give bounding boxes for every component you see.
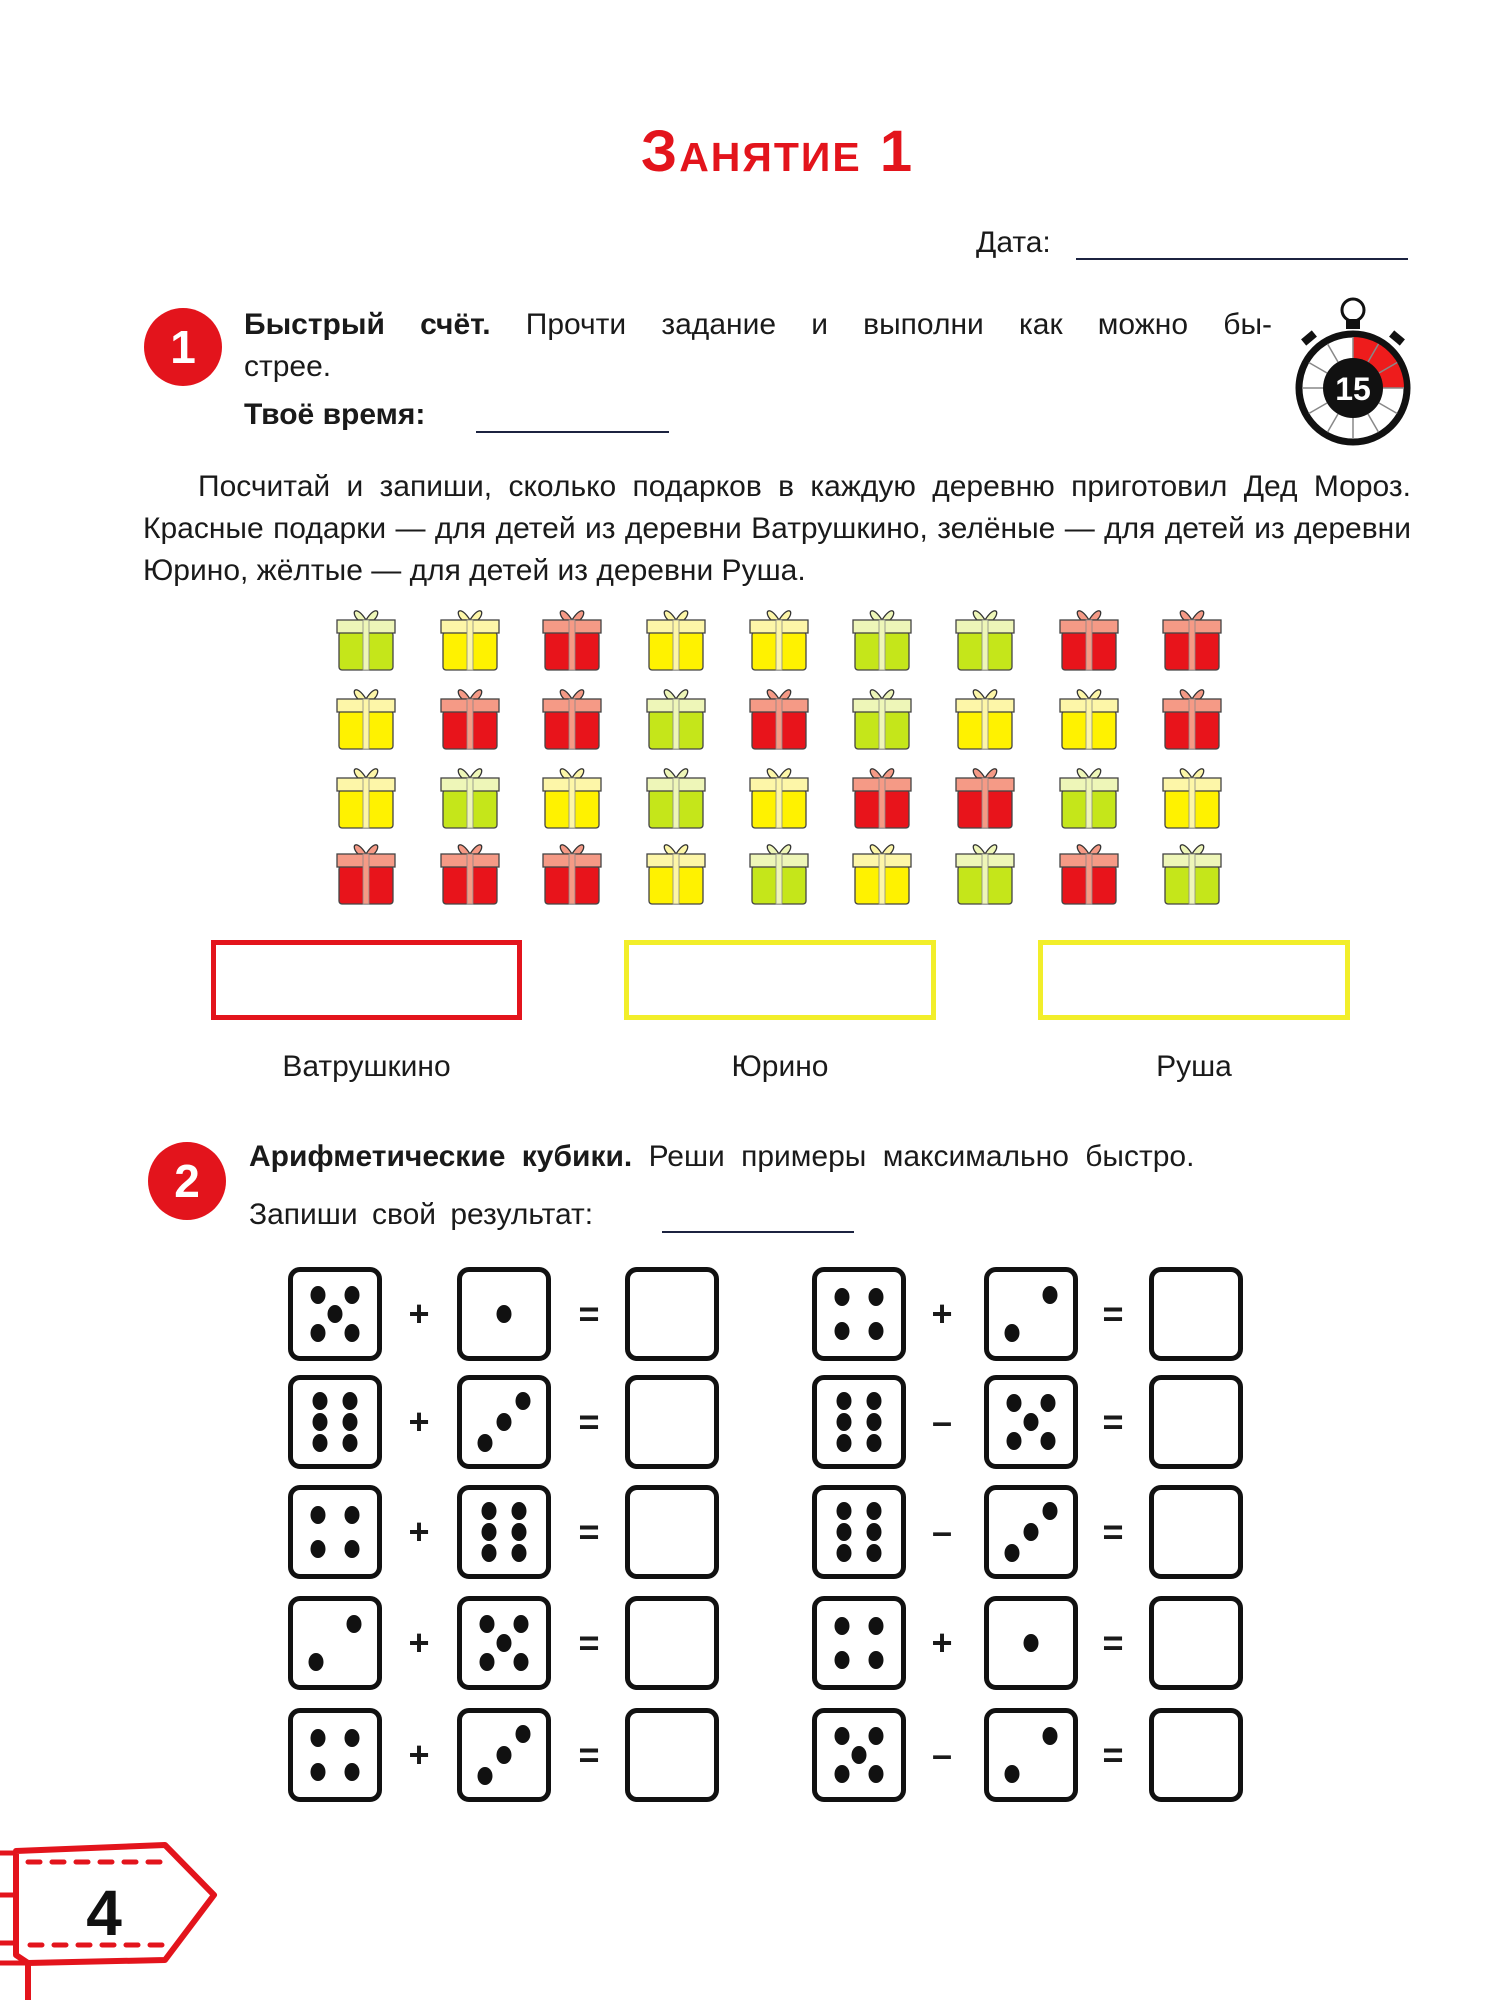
equals-sign: = bbox=[1102, 1293, 1124, 1334]
die-pip bbox=[867, 1413, 882, 1431]
die-pip bbox=[497, 1634, 512, 1652]
gift-green bbox=[850, 602, 914, 674]
die-pip bbox=[516, 1392, 531, 1410]
gift-green bbox=[953, 836, 1017, 908]
result-label: Запиши свой результат: bbox=[249, 1198, 594, 1231]
timer-value: 15 bbox=[1335, 371, 1371, 407]
die-5 bbox=[288, 1267, 382, 1361]
task1-heading: Быстрый счёт. bbox=[244, 308, 491, 341]
village-label: Руша bbox=[1156, 1050, 1232, 1083]
plus-sign: + bbox=[931, 1293, 953, 1334]
answer-box[interactable] bbox=[625, 1596, 719, 1690]
gift-green bbox=[747, 836, 811, 908]
page-number: 4 bbox=[86, 1877, 122, 1949]
die-pip bbox=[835, 1617, 850, 1635]
task1-paragraph: Посчитай и запиши, сколько подарков в каждую деревню приготовил Дед Мороз. Красные подарки — для детей из деревни Ватрушкино, зелёные — для детей из деревни Юрино, жёлтые — для детей из деревни Руша. bbox=[143, 470, 1411, 587]
die-pip bbox=[835, 1727, 850, 1745]
date-label: Дата: bbox=[976, 226, 1051, 259]
plus-sign: + bbox=[931, 1622, 953, 1663]
answer-box[interactable] bbox=[625, 1375, 719, 1469]
gift-red bbox=[1160, 602, 1224, 674]
die-pip bbox=[1024, 1523, 1039, 1541]
die-pip bbox=[512, 1523, 527, 1541]
die-2 bbox=[288, 1596, 382, 1690]
die-pip bbox=[344, 1506, 359, 1524]
die-6 bbox=[812, 1375, 906, 1469]
die-pip bbox=[344, 1286, 359, 1304]
task2-heading: Арифметические кубики. bbox=[249, 1140, 633, 1173]
gift-yellow bbox=[747, 760, 811, 832]
die-6 bbox=[812, 1485, 906, 1579]
die-pip bbox=[867, 1502, 882, 1520]
die-pip bbox=[1040, 1432, 1055, 1450]
die-pip bbox=[480, 1653, 495, 1671]
task1-text-continued: стрее. bbox=[244, 350, 332, 383]
die-pip bbox=[512, 1544, 527, 1562]
die-pip bbox=[867, 1544, 882, 1562]
gift-red bbox=[540, 681, 604, 753]
gift-red bbox=[1057, 602, 1121, 674]
gift-red bbox=[747, 681, 811, 753]
time-input-line[interactable] bbox=[476, 431, 669, 433]
gift-green bbox=[850, 681, 914, 753]
die-1 bbox=[984, 1596, 1078, 1690]
gift-yellow bbox=[644, 602, 708, 674]
die-pip bbox=[1043, 1286, 1058, 1304]
stopwatch-icon bbox=[1290, 296, 1420, 470]
die-2 bbox=[984, 1267, 1078, 1361]
die-pip bbox=[868, 1617, 883, 1635]
answer-box[interactable] bbox=[1149, 1267, 1243, 1361]
gift-yellow bbox=[1160, 760, 1224, 832]
die-pip bbox=[1007, 1432, 1022, 1450]
plus-sign: + bbox=[408, 1734, 430, 1775]
gift-red bbox=[953, 760, 1017, 832]
village-label: Юрино bbox=[731, 1050, 829, 1083]
die-pip bbox=[477, 1434, 492, 1452]
minus-sign: – bbox=[931, 1734, 953, 1775]
equals-sign: = bbox=[578, 1293, 600, 1334]
time-label: Твоё время: bbox=[244, 398, 426, 431]
gift-yellow bbox=[334, 760, 398, 832]
village-answer-box[interactable] bbox=[624, 940, 936, 1020]
equals-sign: = bbox=[1102, 1622, 1124, 1663]
die-pip bbox=[312, 1434, 327, 1452]
task2-instruction bbox=[249, 1140, 1321, 1174]
die-pip bbox=[868, 1322, 883, 1340]
gift-green bbox=[1057, 760, 1121, 832]
village-answer-box[interactable] bbox=[211, 940, 522, 1020]
gift-red bbox=[850, 760, 914, 832]
gift-red bbox=[334, 836, 398, 908]
gift-yellow bbox=[953, 681, 1017, 753]
die-pip bbox=[513, 1615, 528, 1633]
die-pip bbox=[512, 1502, 527, 1520]
gift-green bbox=[1160, 836, 1224, 908]
plus-sign: + bbox=[408, 1401, 430, 1442]
die-3 bbox=[457, 1375, 551, 1469]
gift-red bbox=[540, 836, 604, 908]
die-pip bbox=[343, 1434, 358, 1452]
die-6 bbox=[288, 1375, 382, 1469]
minus-sign: – bbox=[931, 1401, 953, 1442]
gift-red bbox=[1057, 836, 1121, 908]
answer-box[interactable] bbox=[1149, 1375, 1243, 1469]
die-pip bbox=[308, 1653, 323, 1671]
result-input-line[interactable] bbox=[662, 1231, 854, 1233]
task1-text: Прочти задание и выполни как можно бы- bbox=[525, 308, 1272, 341]
gift-yellow bbox=[644, 836, 708, 908]
answer-box[interactable] bbox=[625, 1485, 719, 1579]
task1-instruction bbox=[244, 308, 1272, 342]
die-pip bbox=[328, 1305, 343, 1323]
page-title: Занятие 1 bbox=[640, 119, 915, 184]
die-pip bbox=[836, 1502, 851, 1520]
plus-sign: + bbox=[408, 1511, 430, 1552]
die-pip bbox=[343, 1413, 358, 1431]
equals-sign: = bbox=[578, 1622, 600, 1663]
plus-sign: + bbox=[408, 1293, 430, 1334]
die-pip bbox=[1040, 1394, 1055, 1412]
equals-sign: = bbox=[1102, 1511, 1124, 1552]
equals-sign: = bbox=[578, 1734, 600, 1775]
die-pip bbox=[836, 1413, 851, 1431]
die-pip bbox=[344, 1324, 359, 1342]
answer-box[interactable] bbox=[625, 1267, 719, 1361]
die-pip bbox=[836, 1544, 851, 1562]
die-pip bbox=[312, 1413, 327, 1431]
die-pip bbox=[481, 1523, 496, 1541]
die-3 bbox=[984, 1485, 1078, 1579]
die-pip bbox=[1024, 1634, 1039, 1652]
die-pip bbox=[1004, 1544, 1019, 1562]
die-2 bbox=[984, 1708, 1078, 1802]
die-pip bbox=[835, 1288, 850, 1306]
die-pip bbox=[344, 1540, 359, 1558]
gift-yellow bbox=[747, 602, 811, 674]
gift-green bbox=[334, 602, 398, 674]
gift-yellow bbox=[850, 836, 914, 908]
task-number-badge: 1 bbox=[144, 308, 222, 386]
gift-green bbox=[644, 760, 708, 832]
gift-red bbox=[438, 836, 502, 908]
answer-box[interactable] bbox=[1149, 1596, 1243, 1690]
equals-sign: = bbox=[1102, 1734, 1124, 1775]
die-pip bbox=[311, 1324, 326, 1342]
answer-box[interactable] bbox=[625, 1708, 719, 1802]
task-number-badge: 2 bbox=[148, 1142, 226, 1220]
answer-box[interactable] bbox=[1149, 1485, 1243, 1579]
die-pip bbox=[836, 1434, 851, 1452]
die-pip bbox=[836, 1523, 851, 1541]
die-pip bbox=[481, 1502, 496, 1520]
die-pip bbox=[1043, 1502, 1058, 1520]
equals-sign: = bbox=[578, 1511, 600, 1552]
die-pip bbox=[868, 1288, 883, 1306]
die-pip bbox=[497, 1746, 512, 1764]
village-label: Ватрушкино bbox=[282, 1050, 451, 1083]
page-number-tag bbox=[0, 1815, 230, 2000]
die-pip bbox=[867, 1523, 882, 1541]
die-pip bbox=[311, 1540, 326, 1558]
die-pip bbox=[1004, 1324, 1019, 1342]
die-pip bbox=[311, 1506, 326, 1524]
die-5 bbox=[984, 1375, 1078, 1469]
village-answer-box[interactable] bbox=[1038, 940, 1350, 1020]
gift-green bbox=[644, 681, 708, 753]
die-pip bbox=[835, 1322, 850, 1340]
die-1 bbox=[457, 1267, 551, 1361]
die-pip bbox=[481, 1544, 496, 1562]
die-pip bbox=[1004, 1765, 1019, 1783]
gift-red bbox=[1160, 681, 1224, 753]
die-pip bbox=[311, 1729, 326, 1747]
die-pip bbox=[868, 1651, 883, 1669]
die-pip bbox=[836, 1392, 851, 1410]
die-4 bbox=[288, 1708, 382, 1802]
die-pip bbox=[497, 1413, 512, 1431]
die-4 bbox=[812, 1267, 906, 1361]
gift-yellow bbox=[334, 681, 398, 753]
die-pip bbox=[477, 1767, 492, 1785]
die-4 bbox=[812, 1596, 906, 1690]
die-pip bbox=[497, 1305, 512, 1323]
die-pip bbox=[311, 1763, 326, 1781]
die-pip bbox=[513, 1653, 528, 1671]
gift-red bbox=[438, 681, 502, 753]
gift-green bbox=[438, 760, 502, 832]
die-pip bbox=[343, 1392, 358, 1410]
die-pip bbox=[312, 1392, 327, 1410]
equals-sign: = bbox=[578, 1401, 600, 1442]
die-pip bbox=[347, 1615, 362, 1633]
die-pip bbox=[868, 1727, 883, 1745]
die-pip bbox=[344, 1729, 359, 1747]
die-pip bbox=[516, 1725, 531, 1743]
gift-red bbox=[540, 602, 604, 674]
die-5 bbox=[812, 1708, 906, 1802]
equals-sign: = bbox=[1102, 1401, 1124, 1442]
die-pip bbox=[344, 1763, 359, 1781]
gift-yellow bbox=[438, 602, 502, 674]
die-pip bbox=[1024, 1413, 1039, 1431]
minus-sign: – bbox=[931, 1511, 953, 1552]
die-pip bbox=[1007, 1394, 1022, 1412]
die-pip bbox=[852, 1746, 867, 1764]
task2-text: Реши примеры максимально быстро. bbox=[648, 1140, 1195, 1173]
die-5 bbox=[457, 1596, 551, 1690]
die-6 bbox=[457, 1485, 551, 1579]
die-pip bbox=[835, 1651, 850, 1669]
die-pip bbox=[1043, 1727, 1058, 1745]
plus-sign: + bbox=[408, 1622, 430, 1663]
gift-yellow bbox=[540, 760, 604, 832]
die-pip bbox=[868, 1765, 883, 1783]
die-4 bbox=[288, 1485, 382, 1579]
die-pip bbox=[480, 1615, 495, 1633]
die-pip bbox=[835, 1765, 850, 1783]
date-input-line[interactable] bbox=[1076, 258, 1408, 260]
die-pip bbox=[867, 1434, 882, 1452]
gift-green bbox=[953, 602, 1017, 674]
gift-yellow bbox=[1057, 681, 1121, 753]
die-3 bbox=[457, 1708, 551, 1802]
die-pip bbox=[311, 1286, 326, 1304]
die-pip bbox=[867, 1392, 882, 1410]
answer-box[interactable] bbox=[1149, 1708, 1243, 1802]
